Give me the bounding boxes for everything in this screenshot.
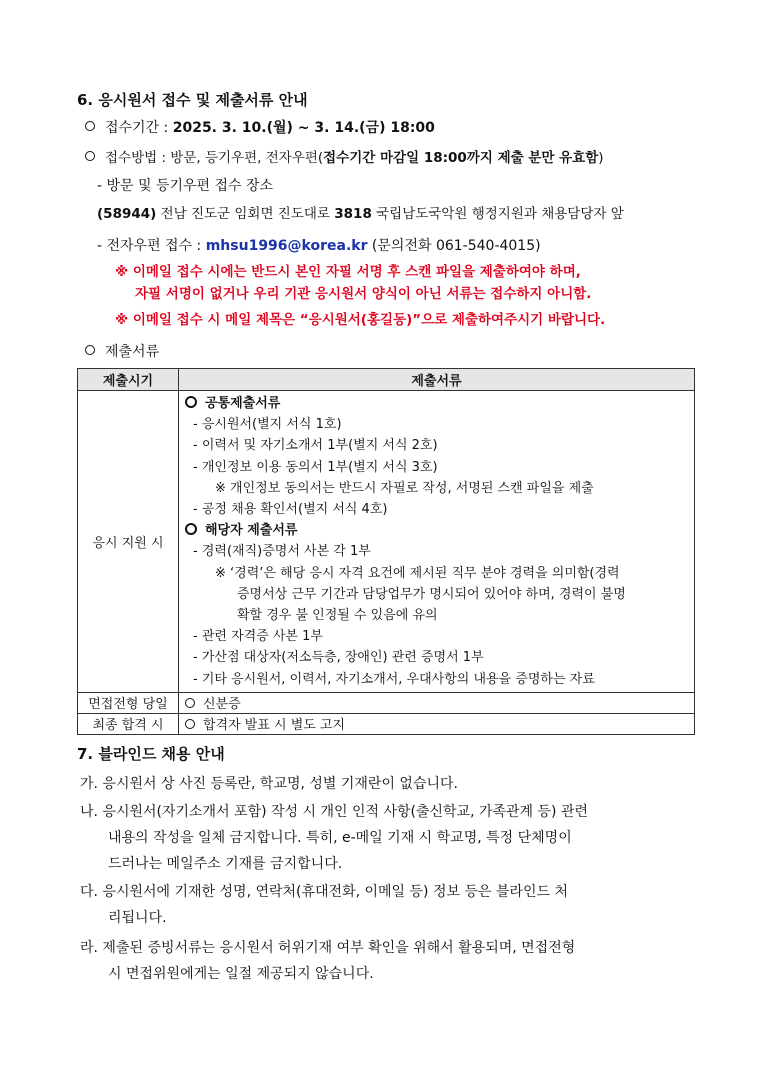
common-note: ※ 개인정보 동의서는 반드시 자필로 작성, 서명된 스캔 파일을 제출 xyxy=(215,480,594,496)
visit-address xyxy=(97,204,624,224)
table-row xyxy=(78,391,695,693)
list-item: - 기타 응시원서, 이력서, 자기소개서, 우대사항의 내용을 증명하는 자료 xyxy=(193,671,595,687)
row1-time: 응시 지원 시 xyxy=(78,391,179,693)
table-header-row xyxy=(78,369,695,391)
email-warning-2: ※ 이메일 접수 시 메일 제목은 “응시원서(홍길동)”으로 제출하여주시기 바랍니다. xyxy=(115,312,606,328)
method-deadline: 접수기간 마감일 18:00까지 제출 분만 유효함 xyxy=(323,150,599,166)
circle-bullet-icon xyxy=(85,121,95,131)
blind-item-ra-1: 라. 제출된 증빙서류는 응시원서 허위기재 여부 확인을 위해서 활용되며, 면접전형 xyxy=(80,940,576,956)
circle-bullet-icon xyxy=(85,151,95,161)
email-label: - 전자우편 접수 : xyxy=(97,238,206,254)
method-close: ) xyxy=(598,150,604,166)
table-row xyxy=(78,692,695,713)
period-line xyxy=(85,118,435,138)
period-value: 2025. 3. 10.(월) ~ 3. 14.(금) 18:00 xyxy=(172,120,435,136)
circle-bullet-icon xyxy=(185,698,195,708)
blind-item-na-2: 내용의 작성을 일체 금지합니다. 특히, e-메일 기재 시 학교명, 특정 단체명이 xyxy=(108,830,572,846)
career-note-3: 확할 경우 불 인정될 수 있음에 유의 xyxy=(237,608,438,624)
list-item: - 개인정보 이용 동의서 1부(별지 서식 3호) xyxy=(193,459,438,475)
bold-circle-bullet-icon xyxy=(185,523,197,535)
visit-number: 3818 xyxy=(334,206,372,222)
common-docs-title: 공통제출서류 xyxy=(185,393,688,414)
row3-docs: 합격자 발표 시 별도 고지 xyxy=(179,713,695,734)
email-warning-1a: ※ 이메일 접수 시에는 반드시 본인 자필 서명 후 스캔 파일을 제출하여야 하며, xyxy=(115,264,581,280)
visit-label: - 방문 및 등기우편 접수 장소 xyxy=(97,178,274,194)
period-label: 접수기간 : xyxy=(105,120,173,136)
table-row xyxy=(78,713,695,734)
row3-time: 최종 합격 시 xyxy=(78,713,179,734)
career-note-1: ※ ‘경력’은 해당 응시 자격 요건에 제시된 직무 분야 경력을 의미함(경력 xyxy=(215,565,620,581)
applicable-docs-title: 해당자 제출서류 xyxy=(185,520,688,541)
blind-item-da-1: 다. 응시원서에 기재한 성명, 연락처(휴대전화, 이메일 등) 정보 등은 블라인드 처 xyxy=(80,884,569,900)
email-link[interactable]: mhsu1996@korea.kr xyxy=(205,238,368,254)
email-phone: (문의전화 061-540-4015) xyxy=(367,238,541,254)
blind-item-na-1: 나. 응시원서(자기소개서 포함) 작성 시 개인 인적 사항(출신학교, 가족관계 등) 관련 xyxy=(80,804,589,820)
blind-item-ga: 가. 응시원서 상 사진 등록란, 학교명, 성별 기재란이 없습니다. xyxy=(80,776,458,792)
blind-item-ra-2: 시 면접위원에게는 일절 제공되지 않습니다. xyxy=(108,966,374,982)
method-line xyxy=(85,148,604,168)
list-item: - 응시원서(별지 서식 1호) xyxy=(193,417,342,433)
blind-item-na-3: 드러나는 메일주소 기재를 금지합니다. xyxy=(108,856,343,872)
section-6-title: 6. 응시원서 접수 및 제출서류 안내 xyxy=(77,91,308,109)
row2-time: 면접전형 당일 xyxy=(78,692,179,713)
list-item: - 가산점 대상자(저소득층, 장애인) 관련 증명서 1부 xyxy=(193,650,484,666)
docs-label-line xyxy=(85,342,159,362)
visit-zip: (58944) xyxy=(97,206,157,222)
section-7-title: 7. 블라인드 채용 안내 xyxy=(77,745,225,763)
documents-table xyxy=(77,368,695,735)
blind-item-da-2: 리됩니다. xyxy=(108,910,167,926)
circle-bullet-icon xyxy=(85,345,95,355)
visit-addr-2: 국립남도국악원 행정지원과 채용담당자 앞 xyxy=(371,206,624,222)
row1-docs xyxy=(179,391,695,693)
visit-addr-1: 전남 진도군 임회면 진도대로 xyxy=(156,206,335,222)
docs-label: 제출서류 xyxy=(105,344,160,360)
list-item: - 경력(재직)증명서 사본 각 1부 xyxy=(193,544,371,560)
list-item: - 관련 자격증 사본 1부 xyxy=(193,629,323,645)
header-time: 제출시기 xyxy=(78,369,179,391)
email-warning-1b: 자필 서명이 없거나 우리 기관 응시원서 양식이 아닌 서류는 접수하지 아니함. xyxy=(135,286,592,302)
header-docs: 제출서류 xyxy=(179,369,695,391)
method-label: 접수방법 : 방문, 등기우편, 전자우편( xyxy=(105,150,324,166)
career-note-2: 증명서상 근무 기간과 담당업무가 명시되어 있어야 하며, 경력이 불명 xyxy=(237,586,626,602)
bold-circle-bullet-icon xyxy=(185,396,197,408)
list-item: - 이력서 및 자기소개서 1부(별지 서식 2호) xyxy=(193,438,438,454)
list-item: - 공정 채용 확인서(별지 서식 4호) xyxy=(193,502,388,518)
circle-bullet-icon xyxy=(185,719,195,729)
email-line xyxy=(97,236,541,256)
row2-docs: 신분증 xyxy=(179,692,695,713)
